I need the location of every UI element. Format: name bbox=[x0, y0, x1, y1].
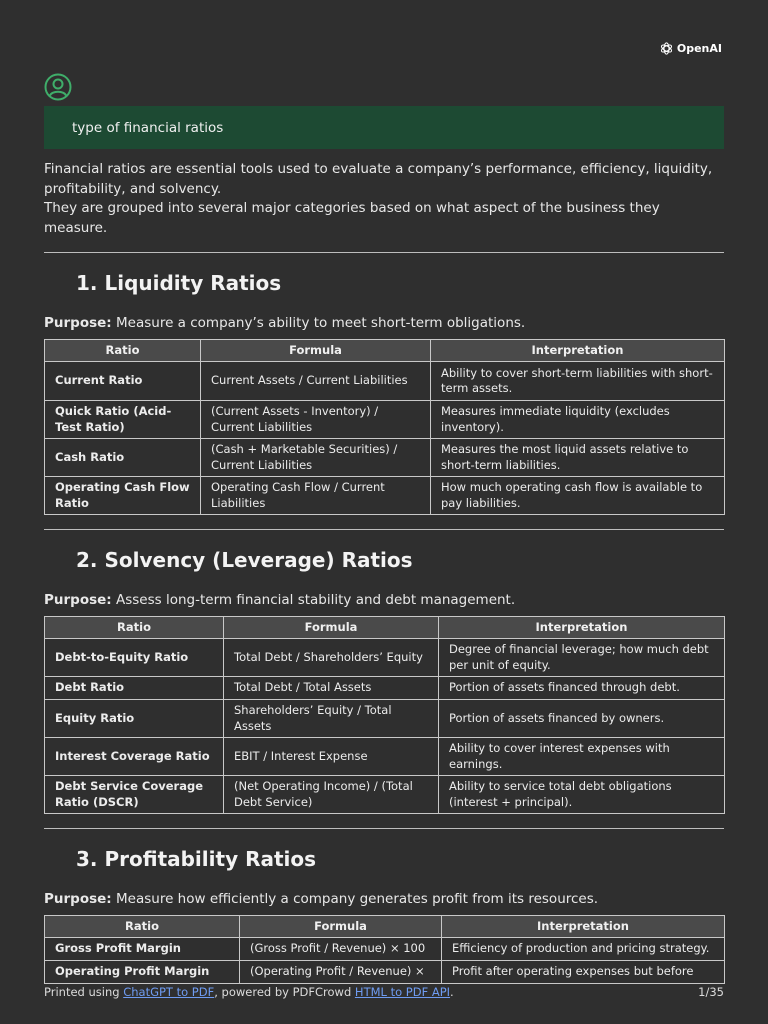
cell-formula: Shareholders’ Equity / Total Assets bbox=[224, 700, 439, 738]
cell-formula: (Gross Profit / Revenue) × 100 bbox=[240, 938, 442, 961]
column-header: Formula bbox=[240, 916, 442, 938]
table-row bbox=[45, 439, 725, 477]
purpose-label: Purpose: bbox=[44, 891, 112, 907]
table-row bbox=[45, 961, 725, 984]
solvency-table bbox=[44, 616, 725, 814]
page-number: 1/35 bbox=[698, 985, 724, 999]
section-title-profitability: 3. Profitability Ratios bbox=[76, 847, 317, 871]
column-header: Ratio bbox=[45, 617, 224, 639]
cell-ratio: Quick Ratio (Acid-Test Ratio) bbox=[45, 401, 201, 439]
column-header: Interpretation bbox=[442, 916, 725, 938]
section-purpose bbox=[44, 890, 724, 908]
table-row bbox=[45, 639, 725, 677]
table-row bbox=[45, 362, 725, 401]
html-to-pdf-api-link[interactable]: HTML to PDF API bbox=[354, 985, 451, 999]
purpose-label: Purpose: bbox=[44, 592, 112, 608]
table-header-row bbox=[45, 617, 725, 639]
cell-ratio: Cash Ratio bbox=[45, 439, 201, 477]
column-header: Ratio bbox=[45, 916, 240, 938]
cell-formula: Total Debt / Total Assets bbox=[224, 677, 439, 700]
table-row bbox=[45, 938, 725, 961]
section-title-liquidity: 1. Liquidity Ratios bbox=[76, 271, 282, 295]
purpose-text: Assess long-term financial stability and debt management. bbox=[116, 592, 516, 608]
footer-suffix: . bbox=[450, 985, 454, 999]
cell-interpretation: Ability to cover interest expenses with earnings. bbox=[439, 738, 725, 776]
cell-ratio: Debt Service Coverage Ratio (DSCR) bbox=[45, 776, 224, 814]
cell-ratio: Operating Profit Margin bbox=[45, 961, 240, 984]
column-header: Formula bbox=[201, 340, 431, 362]
intro-line-1: Financial ratios are essential tools used to evaluate a company’s performance, efficiency, liquidity, profitability, and solvency. bbox=[44, 161, 713, 197]
table-row bbox=[45, 477, 725, 515]
cell-formula: (Cash + Marketable Securities) / Current Liabilities bbox=[201, 439, 431, 477]
table-row bbox=[45, 776, 725, 814]
cell-ratio: Operating Cash Flow Ratio bbox=[45, 477, 201, 515]
divider bbox=[44, 529, 724, 530]
openai-logo bbox=[659, 41, 722, 56]
cell-formula: (Current Assets - Inventory) / Current Liabilities bbox=[201, 401, 431, 439]
cell-interpretation: Ability to cover short-term liabilities with short-term assets. bbox=[431, 362, 725, 401]
prompt-text: type of financial ratios bbox=[72, 119, 224, 136]
chatgpt-to-pdf-link[interactable]: ChatGPT to PDF bbox=[123, 985, 215, 999]
footer-prefix: Printed using bbox=[44, 985, 124, 999]
cell-interpretation: Degree of financial leverage; how much debt per unit of equity. bbox=[439, 639, 725, 677]
cell-formula: Current Assets / Current Liabilities bbox=[201, 362, 431, 401]
cell-ratio: Gross Profit Margin bbox=[45, 938, 240, 961]
section-title-solvency: 2. Solvency (Leverage) Ratios bbox=[76, 548, 413, 572]
table-header-row bbox=[45, 340, 725, 362]
footer-middle: , powered by PDFCrowd bbox=[214, 985, 355, 999]
user-prompt bbox=[44, 106, 724, 149]
cell-interpretation: How much operating cash flow is available to pay liabilities. bbox=[431, 477, 725, 515]
cell-formula: Total Debt / Shareholders’ Equity bbox=[224, 639, 439, 677]
cell-formula: (Operating Profit / Revenue) × bbox=[240, 961, 442, 984]
table-row bbox=[45, 700, 725, 738]
cell-ratio: Debt-to-Equity Ratio bbox=[45, 639, 224, 677]
response-content bbox=[44, 160, 724, 984]
intro-line-2: They are grouped into several major categories based on what aspect of the business they measure. bbox=[44, 200, 660, 236]
cell-ratio: Interest Coverage Ratio bbox=[45, 738, 224, 776]
user-avatar-icon bbox=[44, 73, 72, 101]
cell-interpretation: Portion of assets financed by owners. bbox=[439, 700, 725, 738]
table-row bbox=[45, 738, 725, 776]
section-purpose bbox=[44, 314, 724, 332]
divider bbox=[44, 252, 724, 253]
intro bbox=[44, 160, 724, 238]
brand-name: OpenAI bbox=[676, 42, 722, 55]
cell-ratio: Debt Ratio bbox=[45, 677, 224, 700]
section-purpose bbox=[44, 591, 724, 609]
cell-formula: (Net Operating Income) / (Total Debt Service) bbox=[224, 776, 439, 814]
column-header: Interpretation bbox=[431, 340, 725, 362]
liquidity-table bbox=[44, 339, 725, 515]
cell-interpretation: Portion of assets financed through debt. bbox=[439, 677, 725, 700]
cell-interpretation: Ability to service total debt obligations (interest + principal). bbox=[439, 776, 725, 814]
column-header: Formula bbox=[224, 617, 439, 639]
footer-credit bbox=[44, 985, 454, 999]
purpose-text: Measure how efficiently a company generates profit from its resources. bbox=[116, 891, 599, 907]
cell-formula: Operating Cash Flow / Current Liabilities bbox=[201, 477, 431, 515]
cell-interpretation: Measures the most liquid assets relative to short-term liabilities. bbox=[431, 439, 725, 477]
purpose-label: Purpose: bbox=[44, 315, 112, 331]
table-header-row bbox=[45, 916, 725, 938]
cell-ratio: Current Ratio bbox=[45, 362, 201, 401]
table-row bbox=[45, 677, 725, 700]
purpose-text: Measure a company’s ability to meet short-term obligations. bbox=[116, 315, 526, 331]
cell-interpretation: Efficiency of production and pricing strategy. bbox=[442, 938, 725, 961]
table-row bbox=[45, 401, 725, 439]
profitability-table bbox=[44, 915, 725, 984]
cell-interpretation: Profit after operating expenses but before bbox=[442, 961, 725, 984]
cell-formula: EBIT / Interest Expense bbox=[224, 738, 439, 776]
column-header: Interpretation bbox=[439, 617, 725, 639]
page-footer bbox=[44, 985, 724, 999]
openai-knot-icon bbox=[659, 41, 674, 56]
divider bbox=[44, 828, 724, 829]
cell-ratio: Equity Ratio bbox=[45, 700, 224, 738]
cell-interpretation: Measures immediate liquidity (excludes inventory). bbox=[431, 401, 725, 439]
column-header: Ratio bbox=[45, 340, 201, 362]
